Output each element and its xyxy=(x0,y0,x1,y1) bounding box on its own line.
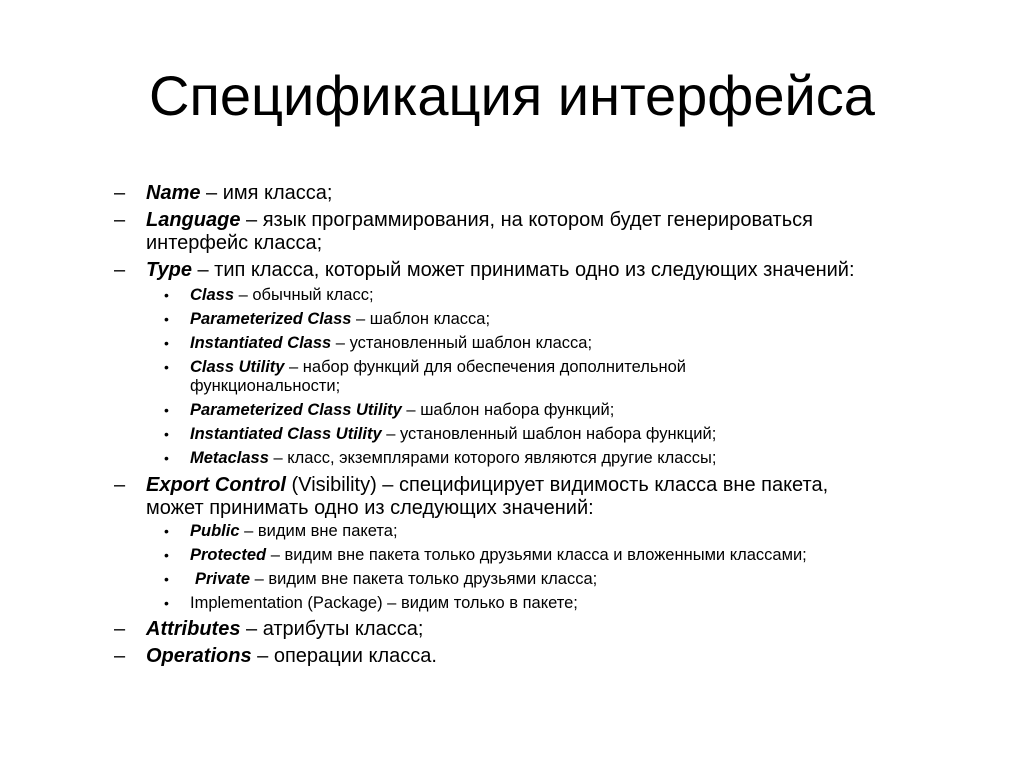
item-implementation xyxy=(164,594,990,613)
item-private xyxy=(164,570,995,589)
dash-marker: – xyxy=(114,182,126,204)
item-name xyxy=(114,182,986,205)
item-inst-class xyxy=(164,334,990,353)
term-export-control: Export Control xyxy=(146,474,286,496)
desc-name: – имя класса; xyxy=(200,182,333,204)
item-class-utility xyxy=(164,358,990,396)
item-attributes xyxy=(114,618,986,641)
desc-language-cont: интерфейс класса; xyxy=(146,232,323,254)
bullet-marker: • xyxy=(164,547,169,563)
item-operations xyxy=(114,645,986,668)
bullet-marker: • xyxy=(164,359,169,375)
desc-protected: – видим вне пакета только друзьями класса и вложенными классами; xyxy=(266,546,807,564)
desc-inst-class: – установленный шаблон класса; xyxy=(331,334,593,352)
desc-attributes: – атрибуты класса; xyxy=(240,618,424,640)
slide-title: Спецификация интерфейса xyxy=(149,64,875,127)
desc-class-utility-cont: функциональности; xyxy=(190,377,341,395)
bullet-marker: • xyxy=(164,402,169,418)
bullet-marker: • xyxy=(164,571,169,587)
desc-implementation: Implementation (Package) – видим только в пакете; xyxy=(190,594,578,612)
bullet-marker: • xyxy=(164,335,169,351)
term-class-utility: Class Utility xyxy=(190,358,285,376)
term-language: Language xyxy=(146,209,241,231)
dash-marker: – xyxy=(114,645,126,667)
bullet-marker: • xyxy=(164,311,169,327)
term-protected: Protected xyxy=(190,546,267,564)
term-operations: Operations xyxy=(146,645,252,667)
desc-param-utility: – шаблон набора функций; xyxy=(401,401,615,419)
desc-operations: – операции класса. xyxy=(251,645,437,667)
term-private: Private xyxy=(195,570,251,588)
desc-private: – видим вне пакета только друзьями класса; xyxy=(250,570,598,588)
bullet-marker: • xyxy=(164,595,169,611)
term-attributes: Attributes xyxy=(146,618,241,640)
term-public: Public xyxy=(190,522,240,540)
bullet-marker: • xyxy=(164,287,169,303)
term-inst-class: Instantiated Class xyxy=(190,334,332,352)
desc-public: – видим вне пакета; xyxy=(239,522,398,540)
term-metaclass: Metaclass xyxy=(190,449,269,467)
desc-export-control: (Visibility) – специфицирует видимость класса вне пакета, xyxy=(286,474,829,496)
item-param-utility xyxy=(164,401,990,420)
dash-marker: – xyxy=(114,474,126,496)
bullet-marker: • xyxy=(164,426,169,442)
item-language xyxy=(114,209,986,255)
bullet-marker: • xyxy=(164,523,169,539)
dash-marker: – xyxy=(114,618,126,640)
desc-class: – обычный класс; xyxy=(234,286,374,304)
dash-marker: – xyxy=(114,259,126,281)
item-class xyxy=(164,286,990,305)
desc-param-class: – шаблон класса; xyxy=(351,310,491,328)
desc-inst-utility: – установленный шаблон набора функций; xyxy=(381,425,717,443)
desc-class-utility: – набор функций для обеспечения дополнительной xyxy=(284,358,686,376)
desc-export-control-cont: может принимать одно из следующих значений: xyxy=(146,497,594,519)
item-metaclass xyxy=(164,449,990,468)
term-class: Class xyxy=(190,286,235,304)
term-param-class: Parameterized Class xyxy=(190,310,352,328)
item-type xyxy=(114,259,986,282)
desc-metaclass: – класс, экземплярами которого являются другие классы; xyxy=(268,449,717,467)
desc-type: – тип класса, который может принимать одно из следующих значений: xyxy=(191,259,855,281)
item-public xyxy=(164,522,990,541)
dash-marker: – xyxy=(114,209,126,231)
item-protected xyxy=(164,546,990,565)
term-name: Name xyxy=(146,182,201,204)
item-export-control xyxy=(114,474,986,520)
term-param-utility: Parameterized Class Utility xyxy=(190,401,402,419)
term-type: Type xyxy=(146,259,192,281)
term-inst-utility: Instantiated Class Utility xyxy=(190,425,382,443)
bullet-marker: • xyxy=(164,450,169,466)
item-inst-utility xyxy=(164,425,990,444)
desc-language: – язык программирования, на котором будет генерироваться xyxy=(240,209,813,231)
item-param-class xyxy=(164,310,990,329)
